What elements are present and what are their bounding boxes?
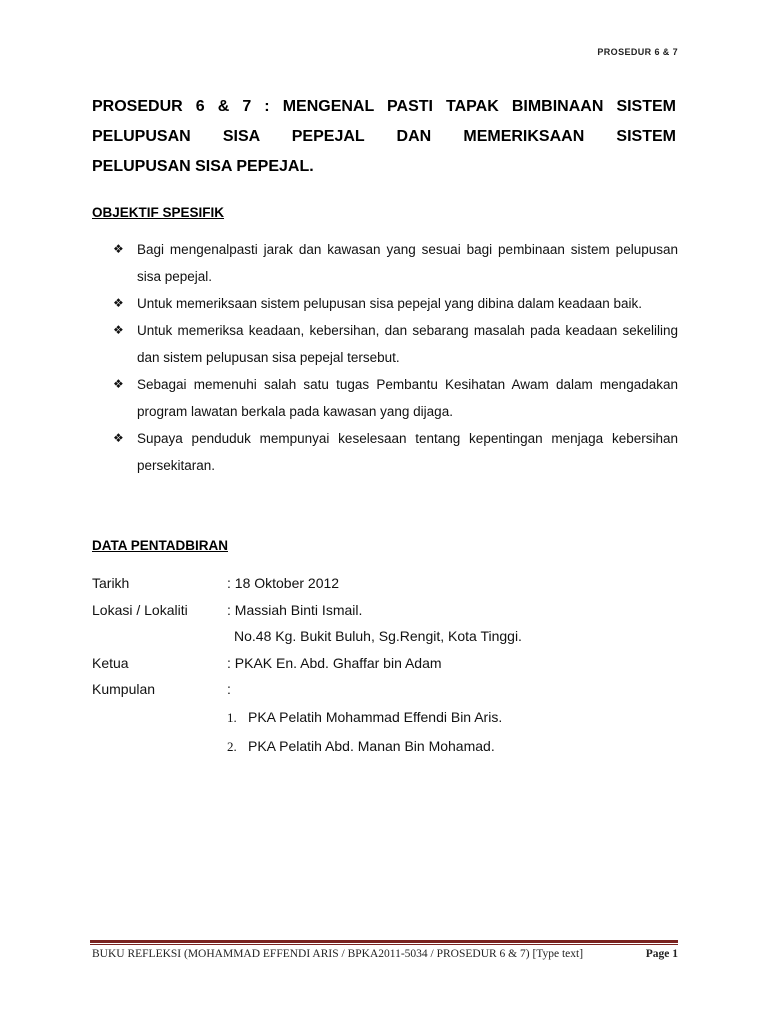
- list-item-text: Bagi mengenalpasti jarak dan kawasan yang sesuai bagi pembinaan sistem pelupusan sisa pepejal.: [137, 242, 678, 284]
- list-item-text: Sebagai memenuhi salah satu tugas Pembantu Kesihatan Awam dalam mengadakan program lawatan berkala pada kawasan yang dijaga.: [137, 377, 678, 419]
- member-name: PKA Pelatih Abd. Manan Bin Mohamad.: [248, 737, 495, 754]
- page-title: [92, 92, 676, 182]
- footer-text: BUKU REFLEKSI (MOHAMMAD EFFENDI ARIS / BPKA2011-5034 / PROSEDUR 6 & 7) [Type text]: [92, 948, 584, 960]
- list-item: [112, 425, 678, 479]
- objektif-list: [112, 236, 678, 479]
- member-name: PKA Pelatih Mohammad Effendi Bin Aris.: [248, 708, 503, 725]
- lokasi-address: No.48 Kg. Bukit Buluh, Sg.Rengit, Kota Tinggi.: [234, 628, 522, 644]
- footer-divider-thin: [90, 944, 678, 945]
- list-item-text: Untuk memeriksaan sistem pelupusan sisa pepejal yang dibina dalam keadaan baik.: [137, 296, 643, 311]
- tarikh-label: Tarikh: [92, 575, 130, 591]
- ketua-row: [92, 650, 682, 677]
- member-number: 2.: [227, 738, 237, 754]
- ketua-value: : PKAK En. Abd. Ghaffar bin Adam: [227, 654, 442, 671]
- list-item: [112, 317, 678, 371]
- lokasi-row: [92, 597, 682, 624]
- kumpulan-label: Kumpulan: [92, 681, 156, 697]
- data-pentadbiran-heading: DATA PENTADBIRAN: [92, 538, 228, 553]
- list-item-text: Supaya penduduk mempunyai keselesaan tentang kepentingan menjaga kebersihan persekitaran.: [137, 431, 678, 473]
- footer-divider: [90, 940, 678, 943]
- tarikh-row: [92, 570, 682, 597]
- title-line: PELUPUSAN SISA PEPEJAL.: [92, 158, 314, 175]
- diamond-bullet-icon: ❖: [113, 296, 124, 310]
- title-line: PROSEDUR 6 & 7 : MENGENAL PASTI TAPAK BIMBINAAN SISTEM: [92, 98, 676, 115]
- list-item: [112, 371, 678, 425]
- lokasi-address-row: [92, 623, 682, 650]
- member-number: 1.: [227, 709, 237, 725]
- member-row: [92, 732, 682, 761]
- admin-data: [92, 570, 682, 761]
- kumpulan-row: [92, 676, 682, 703]
- list-item: [112, 236, 678, 290]
- lokasi-value: : Massiah Binti Ismail.: [227, 601, 363, 618]
- diamond-bullet-icon: ❖: [113, 323, 124, 337]
- title-line: PELUPUSAN SISA PEPEJAL DAN MEMERIKSAAN SISTEM: [92, 128, 676, 145]
- objektif-heading: OBJEKTIF SPESIFIK: [92, 205, 225, 220]
- ketua-label: Ketua: [92, 654, 129, 671]
- diamond-bullet-icon: ❖: [113, 242, 124, 256]
- tarikh-value: : 18 Oktober 2012: [227, 575, 340, 591]
- running-header: PROSEDUR 6 & 7: [597, 47, 678, 57]
- page-number: Page 1: [645, 948, 678, 960]
- kumpulan-value: :: [227, 681, 231, 697]
- list-item: [112, 290, 678, 317]
- lokasi-label: Lokasi / Lokaliti: [92, 601, 188, 618]
- list-item-text: Untuk memeriksa keadaan, kebersihan, dan sebarang masalah pada keadaan sekeliling dan sistem pelupusan sisa pepejal tersebut.: [137, 323, 678, 365]
- member-row: [92, 703, 682, 732]
- diamond-bullet-icon: ❖: [113, 377, 124, 391]
- diamond-bullet-icon: ❖: [113, 431, 124, 445]
